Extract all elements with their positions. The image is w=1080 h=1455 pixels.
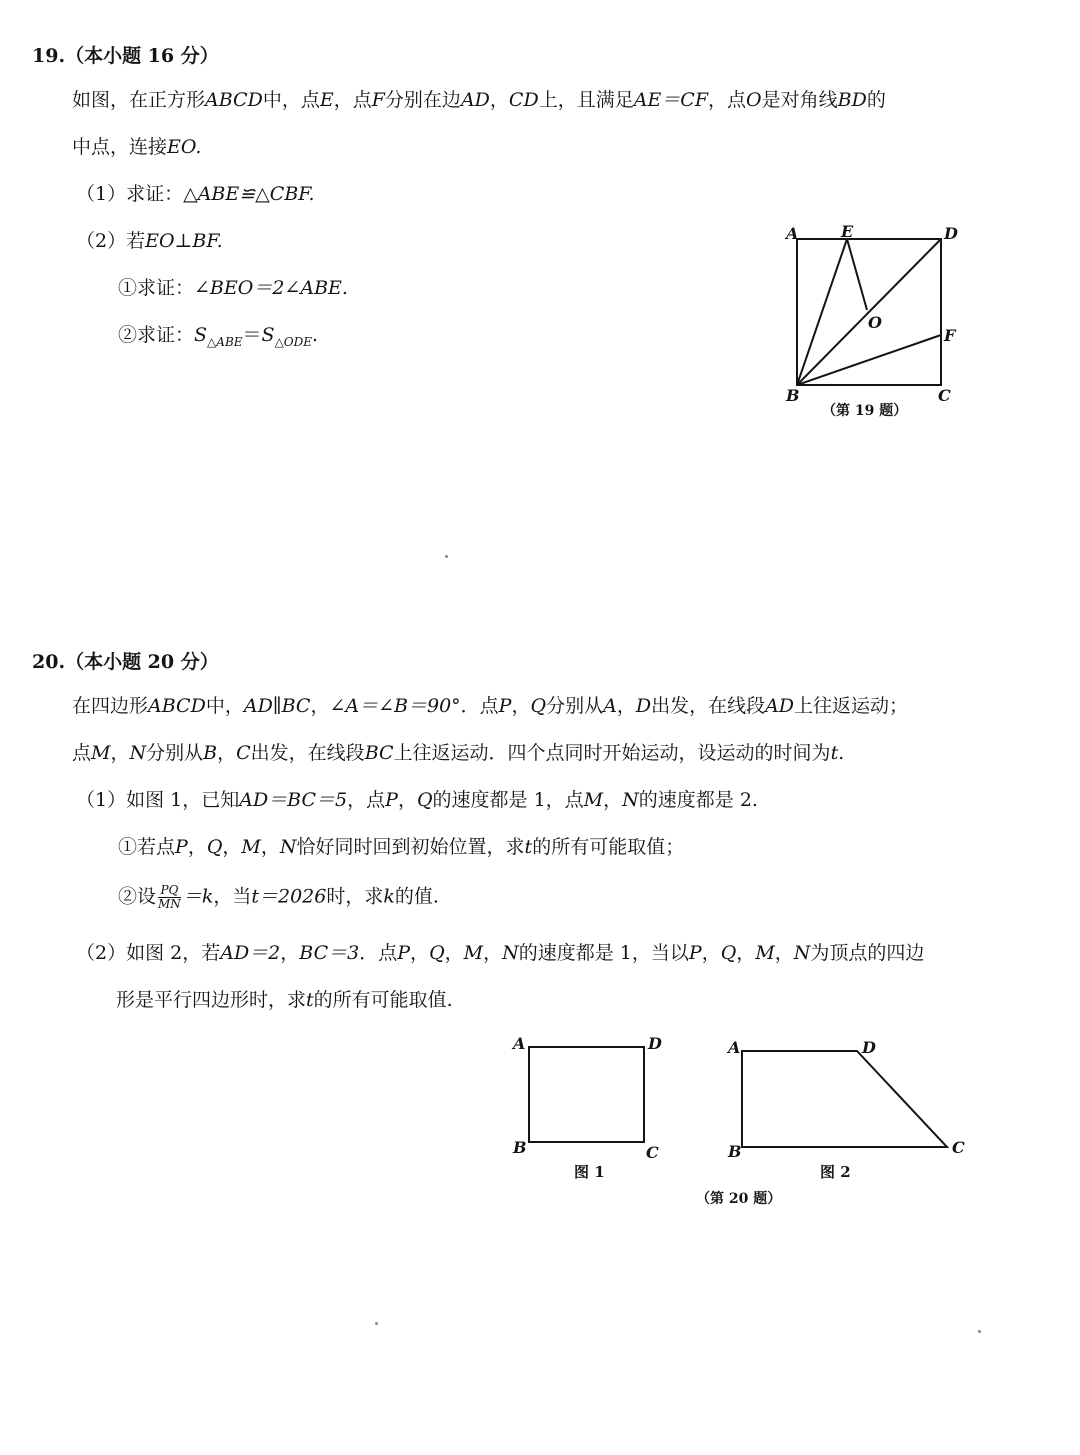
q19-figure-caption: （第 19 题）: [822, 403, 908, 419]
q19-part2: （2）若EO⊥BF.: [76, 230, 223, 252]
q20-part1-sub1: ①若点P，Q，M，N恰好同时回到初始位置，求t的所有可能取值；: [118, 836, 685, 858]
q19-label-O: O: [868, 313, 882, 332]
q20-fig1-label-C: C: [646, 1143, 659, 1162]
q19-line-BF: [797, 335, 941, 385]
q19-line-BE: [797, 239, 847, 385]
q19-label-F: F: [944, 326, 956, 345]
q19-part1: （1）求证：△ABE≌△CBF.: [76, 183, 315, 205]
q20-fig2-caption: 图 2: [820, 1163, 851, 1181]
q20-number: 20.: [32, 651, 66, 673]
q20-fig2-label-B: B: [728, 1142, 742, 1161]
q20-figure-caption: （第 20 题）: [696, 1191, 782, 1207]
scan-speck: [375, 1322, 378, 1325]
q19-header: [32, 44, 219, 68]
scan-speck: [978, 1330, 981, 1333]
q19-label-B: B: [786, 386, 800, 405]
q19-points: （本小题 16 分）: [65, 45, 219, 67]
q20-stem-line2: 点M，N分别从B，C出发，在线段BC上往返运动．四个点同时开始运动，设运动的时间为t.: [72, 742, 845, 764]
q20-fig1-caption: 图 1: [574, 1163, 605, 1181]
q19-stem-line1: 如图，在正方形ABCD中，点E，点F分别在边AD，CD上，且满足AE＝CF，点O是对角线BD的: [72, 89, 886, 111]
q19-stem-line2: 中点，连接EO.: [72, 136, 202, 158]
q19-line-BD: [797, 239, 941, 385]
q20-part2-line1: （2）如图 2，若AD＝2，BC＝3．点P，Q，M，N的速度都是 1，当以P，Q，M，N为顶点的四边: [76, 942, 925, 964]
q20-points: （本小题 20 分）: [65, 651, 219, 673]
q20-fig1-label-D: D: [648, 1034, 662, 1053]
q20-fig2-label-D: D: [862, 1038, 876, 1057]
q19-label-C: C: [938, 386, 951, 405]
q20-fig2-trapezoid: [742, 1051, 947, 1147]
q20-fig2-label-A: A: [728, 1038, 741, 1057]
scan-speck: [445, 555, 448, 558]
q19-part2-sub1: ①求证：∠BEO＝2∠ABE.: [118, 277, 348, 299]
q19-number: 19.: [32, 45, 66, 67]
q20-fig1-label-A: A: [513, 1034, 526, 1053]
q19-label-D: D: [944, 224, 958, 243]
q19-label-E: E: [841, 222, 854, 241]
q20-fig2-label-C: C: [952, 1138, 965, 1157]
q20-fig1-rectangle: [529, 1047, 644, 1142]
q20-stem-line1: 在四边形ABCD中，AD∥BC，∠A＝∠B＝90°．点P，Q分别从A，D出发，在线段AD上往返运动；: [72, 695, 909, 717]
q19-label-A: A: [786, 224, 799, 243]
q20-fraction: $\frac{PQ}{MN}$: [158, 883, 181, 911]
q20-part1: （1）如图 1，已知AD＝BC＝5，点P，Q的速度都是 1，点M，N的速度都是 2.: [76, 789, 758, 811]
q19-part2-sub2: ②求证：$S_{\triangle ABE}=S_{\triangle ODE}$.: [118, 324, 319, 349]
q20-header: [32, 650, 219, 674]
q20-figures: [500, 1025, 990, 1215]
q19-line-EO: [847, 239, 867, 310]
q19-figure: [770, 215, 970, 430]
q20-part2-line2: 形是平行四边形时，求t的所有可能取值.: [116, 989, 453, 1011]
q20-fig1-label-B: B: [513, 1138, 527, 1157]
q20-part1-sub2: ②设 $\frac{PQ}{MN}$ ＝k，当t＝2026时，求k的值.: [118, 883, 439, 911]
